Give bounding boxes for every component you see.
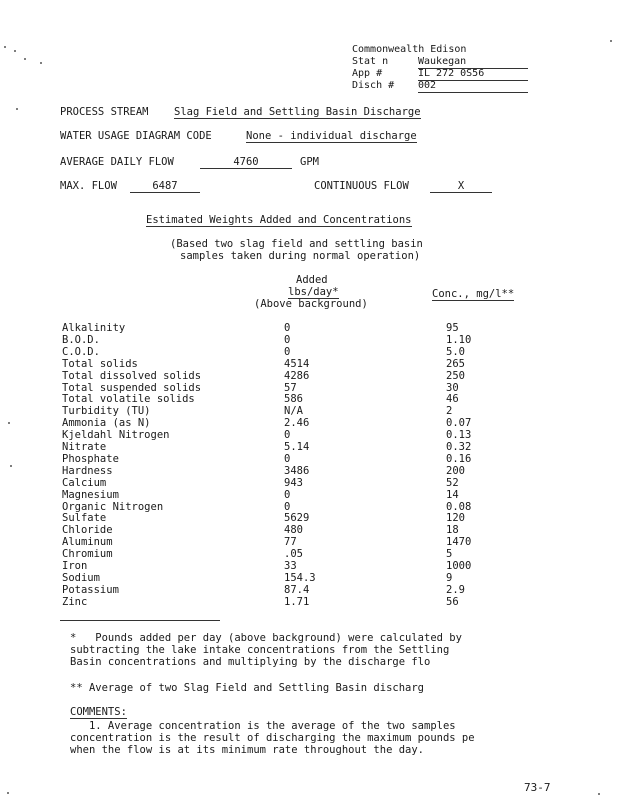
parameter-name: Total dissolved solids bbox=[62, 369, 202, 382]
table-heading: Estimated Weights Added and Concentrations bbox=[146, 214, 412, 226]
conc-value: 265 bbox=[446, 357, 465, 370]
conc-value: 250 bbox=[446, 369, 465, 382]
app-value: IL 272 0S56 bbox=[418, 68, 528, 81]
parameter-name: B.O.D. bbox=[62, 333, 100, 346]
conc-value: 56 bbox=[446, 595, 459, 608]
table-row bbox=[0, 596, 618, 608]
added-value: 2.46 bbox=[284, 417, 310, 430]
parameter-name: Ammonia (as N) bbox=[62, 417, 151, 430]
col-added-heading-1: Added bbox=[296, 274, 328, 286]
added-value: 154.3 bbox=[284, 571, 316, 584]
table-row bbox=[0, 572, 618, 584]
conc-value: 5 bbox=[446, 548, 453, 561]
scan-speck bbox=[4, 46, 6, 48]
table-row bbox=[0, 370, 618, 382]
station-label: Stat n bbox=[352, 56, 389, 67]
avg-flow-unit: GPM bbox=[300, 156, 319, 168]
added-value: 5629 bbox=[284, 512, 310, 525]
parameter-name: Chloride bbox=[62, 524, 113, 537]
continuous-flow-value: X bbox=[430, 180, 492, 193]
comments-label: COMMENTS: bbox=[70, 706, 127, 718]
added-value: 57 bbox=[284, 381, 297, 394]
conc-value: 30 bbox=[446, 381, 459, 394]
footnote-1-line2: subtracting the lake intake concentrations from the Settling bbox=[70, 644, 450, 656]
table-row bbox=[0, 453, 618, 465]
parameter-name: Alkalinity bbox=[62, 322, 126, 334]
added-value: 0 bbox=[284, 345, 291, 358]
added-value: 5.14 bbox=[284, 441, 310, 453]
table-row bbox=[0, 429, 618, 441]
parameter-name: Magnesium bbox=[62, 488, 119, 501]
added-value: 87.4 bbox=[284, 583, 310, 596]
parameter-name: C.O.D. bbox=[62, 345, 100, 358]
conc-value: 1000 bbox=[446, 560, 472, 572]
parameter-name: Aluminum bbox=[62, 536, 113, 549]
table-row bbox=[0, 465, 618, 477]
diagram-code-value: None - individual discharge bbox=[246, 130, 417, 142]
parameter-name: Nitrate bbox=[62, 441, 107, 453]
col-added-heading-2: lbs/day* bbox=[288, 286, 339, 298]
table-row bbox=[0, 512, 618, 524]
added-value: N/A bbox=[284, 405, 303, 418]
parameter-name: Total volatile solids bbox=[62, 393, 195, 406]
avg-flow-label: AVERAGE DAILY FLOW bbox=[60, 156, 174, 168]
company-name: Commonwealth Edison bbox=[352, 44, 467, 55]
basis-note-line1: (Based two slag field and settling basin bbox=[170, 238, 423, 250]
parameter-name: Total suspended solids bbox=[62, 381, 202, 394]
page-number: 73-7 bbox=[524, 781, 551, 794]
conc-value: 5.0 bbox=[446, 345, 465, 358]
scan-speck bbox=[16, 108, 18, 110]
disch-label: Disch # bbox=[352, 80, 395, 91]
station-value: Waukegan bbox=[418, 56, 528, 69]
conc-value: 0.13 bbox=[446, 429, 472, 442]
added-value: 480 bbox=[284, 524, 303, 537]
scan-speck bbox=[598, 793, 600, 795]
table-row bbox=[0, 441, 618, 453]
parameter-name: Total solids bbox=[62, 357, 138, 370]
parameter-name: Organic Nitrogen bbox=[62, 500, 164, 513]
conc-value: 0.16 bbox=[446, 452, 472, 465]
footnote-1-line3: Basin concentrations and multiplying by the discharge flo bbox=[70, 656, 431, 668]
scan-speck bbox=[40, 62, 42, 64]
scan-speck bbox=[24, 58, 26, 60]
conc-value: 0.32 bbox=[446, 441, 472, 453]
added-value: 0 bbox=[284, 488, 291, 501]
comment-line2: concentration is the result of discharging the maximum pounds pe bbox=[70, 732, 475, 744]
comment-line1: 1. Average concentration is the average of the two samples bbox=[70, 720, 456, 732]
added-value: 0 bbox=[284, 322, 291, 334]
parameter-name: Sulfate bbox=[62, 512, 107, 525]
footnote-2: ** Average of two Slag Field and Settling Basin discharg bbox=[70, 682, 425, 694]
parameter-name: Calcium bbox=[62, 476, 107, 489]
app-label: App # bbox=[352, 68, 383, 79]
scan-speck bbox=[7, 792, 9, 794]
added-value: 586 bbox=[284, 393, 303, 406]
parameter-name: Sodium bbox=[62, 571, 100, 584]
conc-value: 2.9 bbox=[446, 583, 465, 596]
disch-value: 002 bbox=[418, 80, 528, 93]
conc-value: 0.07 bbox=[446, 417, 472, 430]
conc-value: 46 bbox=[446, 393, 459, 406]
process-stream-label: PROCESS STREAM bbox=[60, 106, 149, 118]
conc-value: 95 bbox=[446, 322, 459, 334]
conc-value: 0.08 bbox=[446, 500, 472, 513]
added-value: 4286 bbox=[284, 369, 310, 382]
conc-value: 2 bbox=[446, 405, 453, 418]
added-value: 4514 bbox=[284, 357, 310, 370]
added-value: 0 bbox=[284, 429, 291, 442]
scan-speck bbox=[610, 40, 612, 42]
comment-line3: when the flow is at its minimum rate throughout the day. bbox=[70, 744, 425, 756]
footnote-1-line1: * Pounds added per day (above background) were calculated by bbox=[70, 632, 462, 644]
table-row bbox=[0, 405, 618, 417]
table-row bbox=[0, 536, 618, 548]
table-row bbox=[0, 548, 618, 560]
basis-note-line2: samples taken during normal operation) bbox=[180, 250, 421, 262]
added-value: .05 bbox=[284, 548, 303, 561]
added-value: 1.71 bbox=[284, 595, 310, 608]
added-value: 33 bbox=[284, 560, 297, 572]
conc-value: 18 bbox=[446, 524, 459, 537]
added-value: 77 bbox=[284, 536, 297, 549]
parameter-name: Iron bbox=[62, 560, 88, 572]
footnote-divider bbox=[60, 620, 220, 621]
added-value: 3486 bbox=[284, 464, 310, 477]
conc-value: 200 bbox=[446, 464, 465, 477]
conc-value: 14 bbox=[446, 488, 459, 501]
parameter-name: Potassium bbox=[62, 583, 119, 596]
conc-value: 120 bbox=[446, 512, 465, 525]
parameter-name: Turbidity (TU) bbox=[62, 405, 151, 418]
parameter-name: Zinc bbox=[62, 595, 88, 608]
table-row bbox=[0, 501, 618, 513]
conc-value: 9 bbox=[446, 571, 453, 584]
added-value: 0 bbox=[284, 333, 291, 346]
parameter-name: Kjeldahl Nitrogen bbox=[62, 429, 170, 442]
table-row bbox=[0, 524, 618, 536]
col-conc-heading: Conc., mg/l** bbox=[432, 288, 515, 300]
table-row bbox=[0, 477, 618, 489]
conc-value: 52 bbox=[446, 476, 459, 489]
table-row bbox=[0, 584, 618, 596]
parameter-name: Chromium bbox=[62, 548, 113, 561]
table-row bbox=[0, 358, 618, 370]
parameter-name: Hardness bbox=[62, 464, 113, 477]
table-row bbox=[0, 393, 618, 405]
conc-value: 1470 bbox=[446, 536, 472, 549]
added-value: 0 bbox=[284, 500, 291, 513]
table-row bbox=[0, 489, 618, 501]
diagram-code-label: WATER USAGE DIAGRAM CODE bbox=[60, 130, 212, 142]
table-row bbox=[0, 382, 618, 394]
process-stream-value: Slag Field and Settling Basin Discharge bbox=[174, 106, 421, 118]
added-value: 0 bbox=[284, 452, 291, 465]
avg-flow-value: 4760 bbox=[200, 156, 292, 169]
scan-speck bbox=[14, 50, 16, 52]
conc-value: 1.10 bbox=[446, 333, 472, 346]
continuous-flow-label: CONTINUOUS FLOW bbox=[314, 180, 409, 192]
max-flow-label: MAX. FLOW bbox=[60, 180, 117, 192]
max-flow-value: 6487 bbox=[130, 180, 200, 193]
table-row bbox=[0, 417, 618, 429]
table-row bbox=[0, 322, 618, 334]
table-row bbox=[0, 560, 618, 572]
table-row bbox=[0, 334, 618, 346]
added-value: 943 bbox=[284, 476, 303, 489]
parameter-name: Phosphate bbox=[62, 452, 119, 465]
table-row bbox=[0, 346, 618, 358]
col-added-heading-3: (Above background) bbox=[254, 298, 368, 310]
